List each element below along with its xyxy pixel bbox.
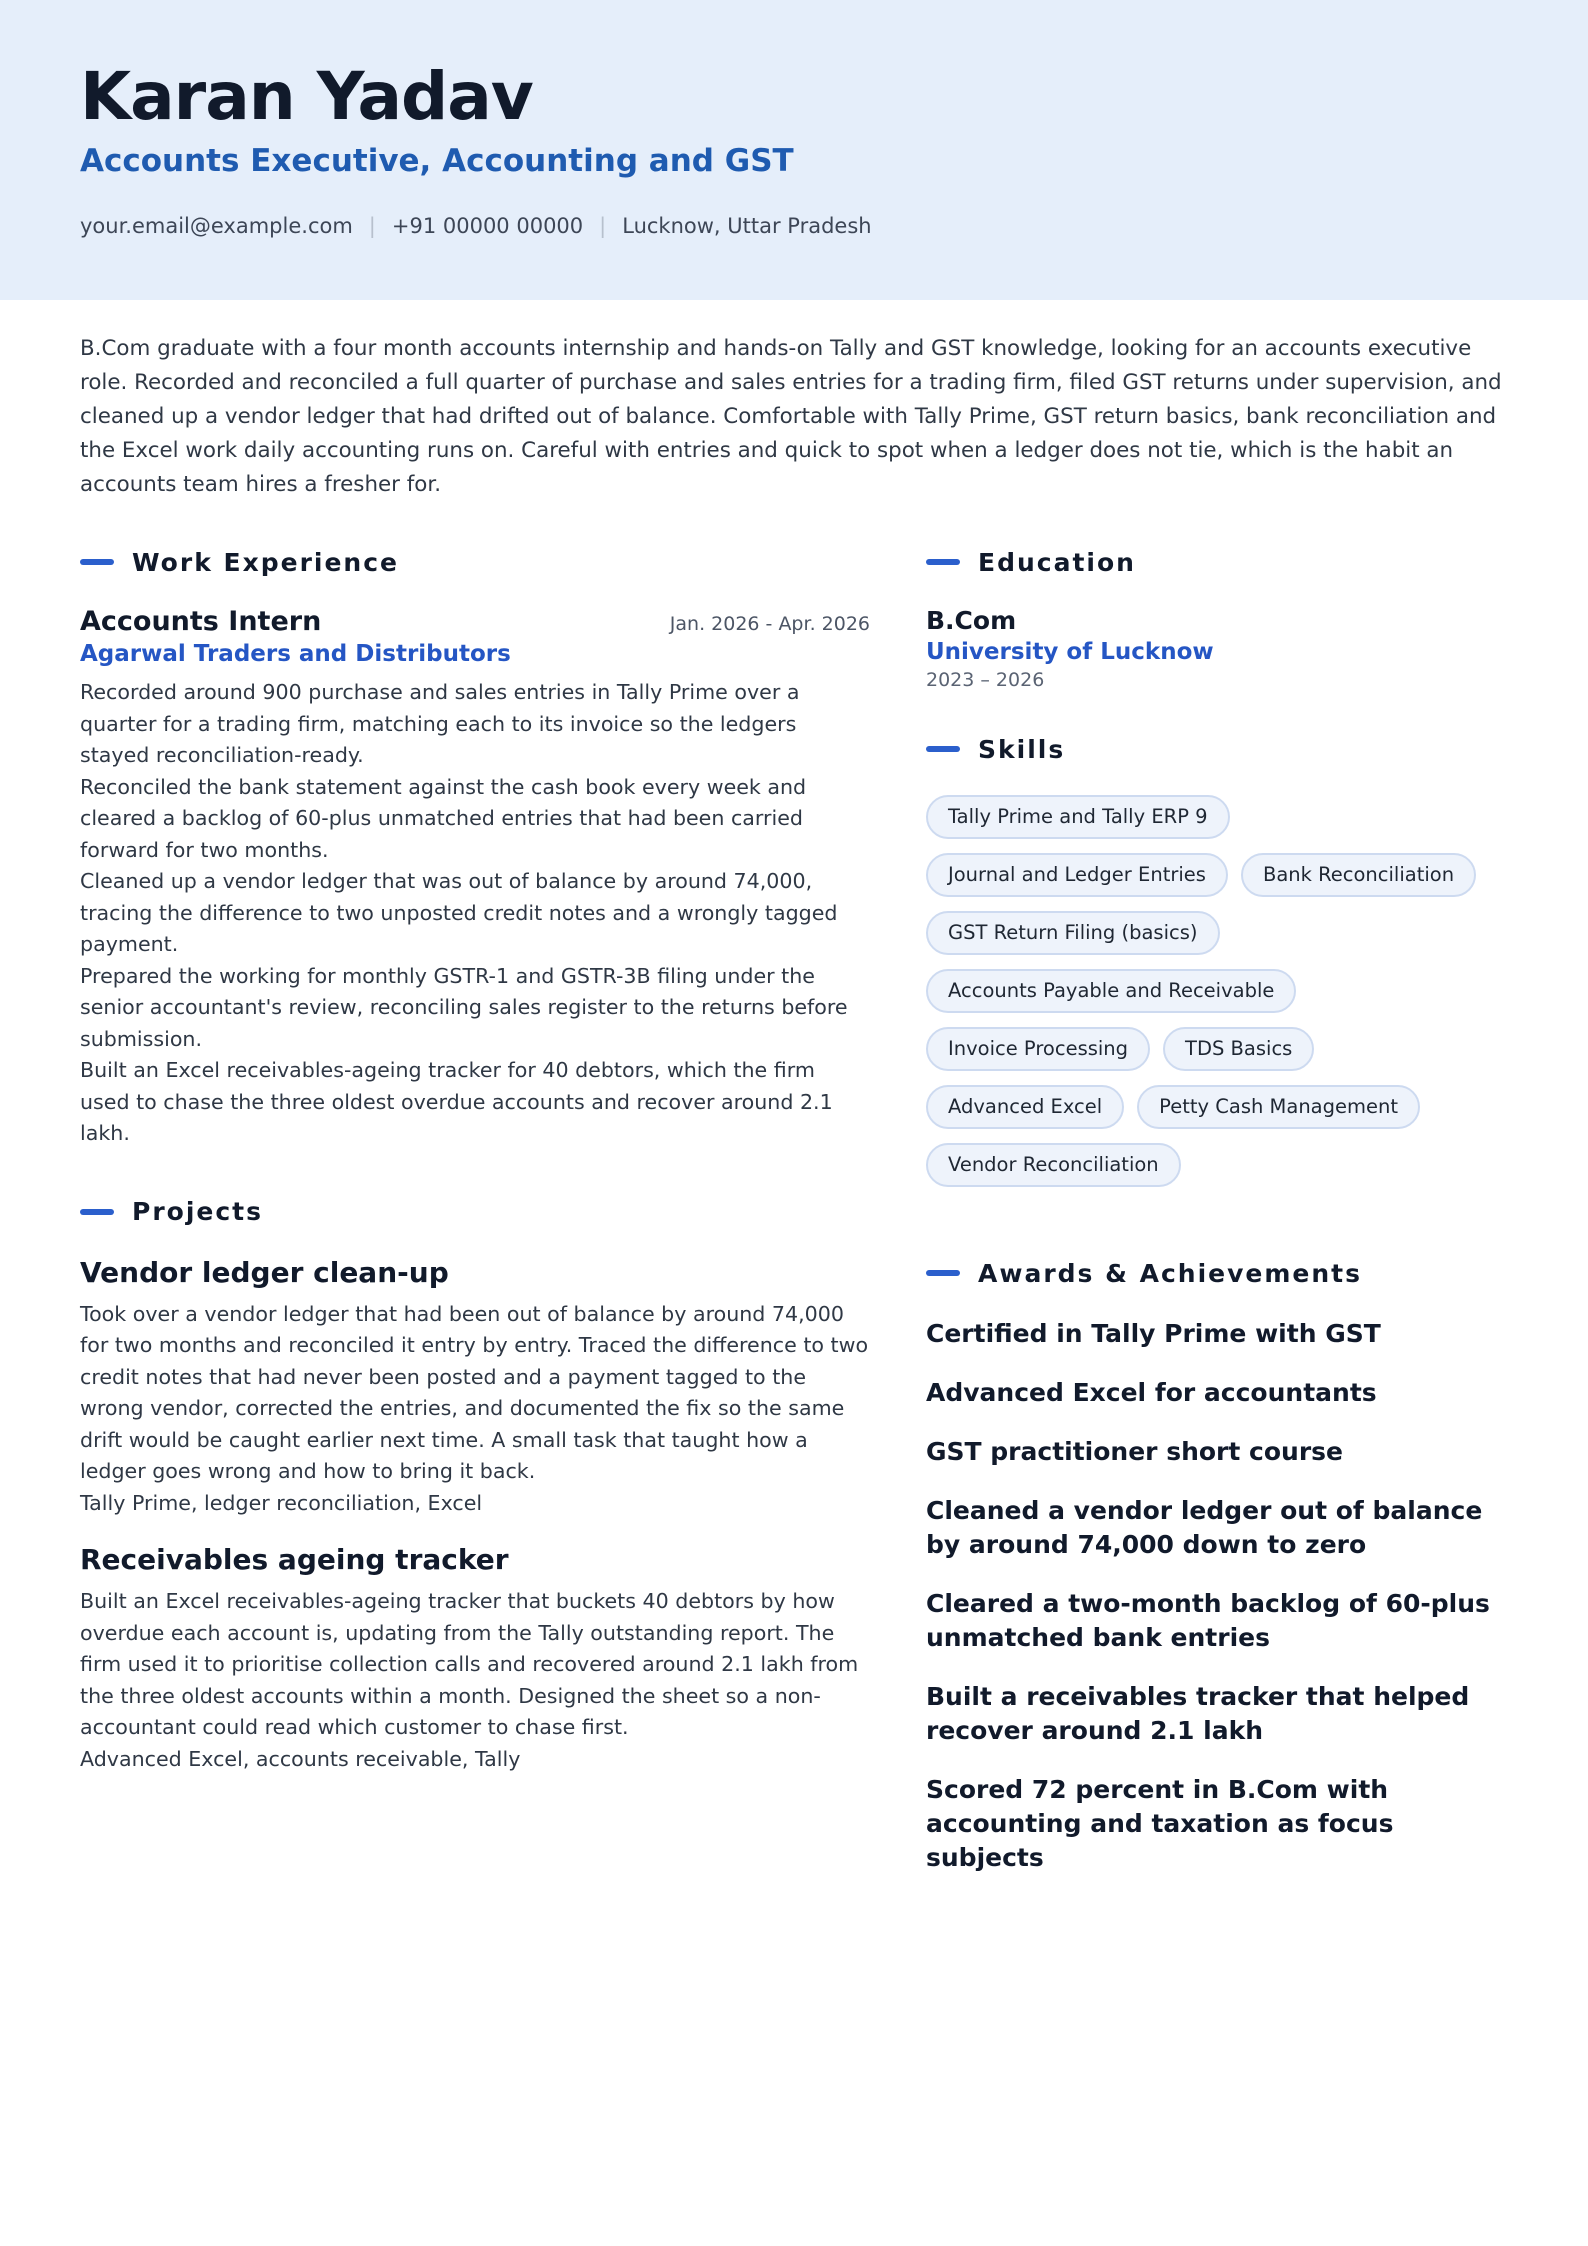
- section-heading-skills: [926, 727, 1516, 771]
- section-accent-bar: [926, 746, 960, 752]
- left-column: [80, 540, 870, 1775]
- skill-chip: Petty Cash Management: [1137, 1085, 1420, 1129]
- award-item: Certified in Tally Prime with GST: [926, 1319, 1381, 1348]
- skill-chip: Tally Prime and Tally ERP 9: [926, 795, 1230, 839]
- email-text: your.email@example.com: [80, 214, 353, 238]
- project-tags: Tally Prime, ledger reconciliation, Excel: [80, 1490, 483, 1515]
- education-years: 2023 – 2026: [926, 669, 1045, 691]
- section-accent-bar: [926, 1270, 960, 1276]
- job-entry: [80, 606, 870, 1150]
- skills-row: [926, 969, 1516, 1013]
- award-item: GST practitioner short course: [926, 1437, 1343, 1466]
- section-heading-awards: [926, 1251, 1516, 1295]
- project-entry: [80, 1543, 870, 1775]
- skill-chip: Vendor Reconciliation: [926, 1143, 1181, 1187]
- header-banner: [0, 0, 1588, 300]
- section-heading-projects: [80, 1190, 870, 1234]
- skill-chip: GST Return Filing (basics): [926, 911, 1220, 955]
- location-text: Lucknow, Uttar Pradesh: [622, 214, 872, 238]
- skills-row: [926, 911, 1516, 955]
- section-accent-bar: [80, 1209, 114, 1215]
- section-title: Projects: [132, 1197, 264, 1226]
- skill-chip: Invoice Processing: [926, 1027, 1150, 1071]
- section-accent-bar: [80, 559, 114, 565]
- contact-separator: |: [368, 214, 376, 238]
- job-headline: Accounts Executive, Accounting and GST: [80, 143, 794, 179]
- project-title: Vendor ledger clean-up: [80, 1255, 449, 1289]
- education-school: University of Lucknow: [926, 639, 1214, 665]
- skill-chip: Accounts Payable and Receivable: [926, 969, 1296, 1013]
- award-item: Cleaned a vendor ledger out of balance by around 74,000 down to zero: [926, 1496, 1483, 1559]
- project-title: Receivables ageing tracker: [80, 1543, 509, 1576]
- project-tags: Advanced Excel, accounts receivable, Tally: [80, 1746, 521, 1771]
- skills-row: [926, 1085, 1516, 1129]
- section-title: Awards & Achievements: [978, 1258, 1363, 1288]
- award-item: Cleared a two-month backlog of 60-plus unmatched bank entries: [926, 1589, 1490, 1652]
- summary-paragraph: B.Com graduate with a four month accounts internship and hands-on Tally and GST knowledge, looking for an accounts executive role. Recorded and reconciled a full quarter of purchase and sales entries for a trading firm, filed GST returns under supervision, and cleaned up a vendor ledger that had drifted out of balance. Comfortable with Tally Prime, GST return basics, bank reconciliation and the Excel work daily accounting runs on. Careful with entries and quick to spot when a ledger does not tie, which is the habit an accounts team hires a fresher for.: [80, 336, 1502, 497]
- award-item: Scored 72 percent in B.Com with accounting and taxation as focus subjects: [926, 1775, 1394, 1872]
- section-title: Education: [978, 547, 1136, 577]
- job-bullets: [80, 677, 870, 1150]
- job-bullet: Cleaned up a vendor ledger that was out of balance by around 74,000, tracing the difference to two unposted credit notes and a wrongly tagged payment.: [80, 869, 838, 956]
- skills-row: [926, 853, 1516, 897]
- skills-row: [926, 795, 1516, 839]
- award-item: Advanced Excel for accountants: [926, 1378, 1377, 1407]
- job-bullet: Built an Excel receivables-ageing tracker for 40 debtors, which the firm used to chase the three oldest overdue accounts and recover around 2.1 lakh.: [80, 1058, 833, 1145]
- project-description: Took over a vendor ledger that had been out of balance by around 74,000 for two months and reconciled it entry by entry. Traced the difference to two credit notes that had never been posted and a payment tagged to the wrong vendor, corrected the entries, and documented the fix so the same drift would be caught earlier next time. A small task that taught how a ledger goes wrong and how to bring it back.: [80, 1301, 869, 1483]
- job-dates: Jan. 2026 - Apr. 2026: [669, 613, 870, 635]
- section-heading-experience: [80, 540, 870, 584]
- job-title: Accounts Intern: [80, 606, 322, 637]
- section-title: Skills: [978, 734, 1066, 764]
- skills-row: [926, 1027, 1516, 1071]
- job-bullet: Prepared the working for monthly GSTR-1 and GSTR-3B filing under the senior accountant's review, reconciling sales register to the returns before submission.: [80, 963, 848, 1051]
- section-accent-bar: [926, 559, 960, 565]
- awards-list: [926, 1317, 1516, 1875]
- award-item: Built a receivables tracker that helped recover around 2.1 lakh: [926, 1682, 1470, 1745]
- section-title: Work Experience: [132, 547, 399, 577]
- job-bullet: Reconciled the bank statement against the cash book every week and cleared a backlog of 60-plus unmatched entries that had been carried forward for two months.: [80, 774, 807, 862]
- skill-chip: Bank Reconciliation: [1241, 853, 1476, 897]
- skills-list: [926, 795, 1516, 1187]
- skills-row: [926, 1143, 1516, 1187]
- project-entry: [80, 1256, 870, 1520]
- education-degree: B.Com: [926, 606, 1017, 635]
- contact-line: [80, 214, 872, 238]
- job-company: Agarwal Traders and Distributors: [80, 641, 511, 667]
- contact-separator: |: [599, 214, 607, 238]
- skill-chip: Journal and Ledger Entries: [926, 853, 1228, 897]
- phone-text: +91 00000 00000: [391, 214, 584, 238]
- candidate-name: Karan Yadav: [80, 58, 533, 135]
- job-bullet: Recorded around 900 purchase and sales entries in Tally Prime over a quarter for a trading firm, matching each to its invoice so the ledgers stayed reconciliation-ready.: [80, 680, 800, 767]
- skill-chip: Advanced Excel: [926, 1085, 1124, 1129]
- right-column: [926, 540, 1516, 1875]
- skill-chip: TDS Basics: [1163, 1027, 1314, 1071]
- section-heading-education: [926, 540, 1516, 584]
- project-description: Built an Excel receivables-ageing tracker that buckets 40 debtors by how overdue each account is, updating from the Tally outstanding report. The firm used it to prioritise collection calls and recovered around 2.1 lakh from the three oldest accounts within a month. Designed the sheet so a non-accountant could read which customer to chase first.: [80, 1589, 859, 1739]
